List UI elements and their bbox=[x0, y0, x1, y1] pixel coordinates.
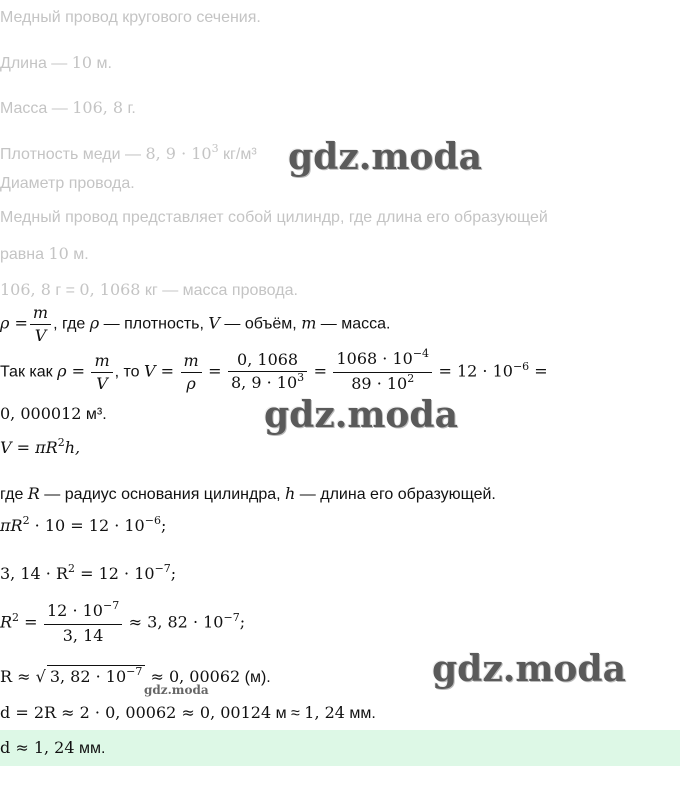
solution-line-diameter: d = 2R ≈ 2 · 0, 00062 ≈ 0, 00124 м ≈ 1, 24 мм. bbox=[0, 703, 376, 722]
watermark-logo-small: gdz.moda bbox=[144, 683, 209, 697]
solution-line-radius: R ≈ √ 3, $82 \cdot 10^{-7} \approx 0$, 00062 (м). bbox=[0, 665, 271, 690]
solution-line-density: ρ = $\frac{m}{V}$ , где ρ — плотность, V — объём, m — масса. bbox=[0, 303, 391, 345]
sqrt-expression: 3, $82 \cdot 10^{-7}$ bbox=[47, 665, 146, 690]
solution-line-2: равна 10 м. bbox=[0, 244, 89, 263]
given-line-4: Плотность меди — 8, $9 \cdot 10^3$ кг/м³ bbox=[0, 142, 257, 163]
answer-line: d ≈ 1, 24 мм. bbox=[0, 738, 106, 757]
given-line-3: Масса — 106, 8 г. bbox=[0, 98, 136, 117]
solution-line-eq1: $\pi R^2 \cdot 10 = 12 \cdot 10^{-6}$; bbox=[0, 514, 167, 535]
given-line-5: Диаметр провода. bbox=[0, 175, 135, 192]
solution-line-cylinder-formula: $V = \pi R^2h$, bbox=[0, 436, 81, 457]
solution-line-eq2: 3, $14 \cdot R^2 = 12 \cdot 10^{-7}$; bbox=[0, 562, 177, 583]
watermark-logo: gdz.moda bbox=[288, 136, 482, 178]
solution-line-volume: Так как ρ = $\frac{m}{V}$ , то V = $\frac{m}{\rho}$ = $\frac{0, 1068}{8, 9 \cdot 10^3}$ = $\frac{1068 \cdot 10^{-4}}{89 \cdot 10^2}$ = $12 \cdot 10^{-6}$ = bbox=[0, 347, 548, 393]
solution-line-volume-value: 0, 000012 м³. bbox=[0, 404, 107, 423]
watermark-logo: gdz.moda bbox=[264, 394, 458, 436]
watermark-logo: gdz.moda bbox=[432, 648, 626, 690]
solution-line-3: 106, 8 г = 0, 1068 кг — масса провода. bbox=[0, 280, 298, 299]
given-line-1: Медный провод кругового сечения. bbox=[0, 9, 261, 26]
solution-line-1: Медный провод представляет собой цилиндр, где длина его образующей bbox=[0, 209, 548, 226]
solution-line-where: где R — радиус основания цилиндра, h — длина его образующей. bbox=[0, 484, 496, 503]
solution-line-eq3: $R^2$ = $\frac{12 \cdot 10^{-7}}{3, 14}$ ≈ 3, $82 \cdot 10^{-7}$; bbox=[0, 599, 246, 645]
fraction-m-over-v: $\frac{m}{V}$ bbox=[30, 302, 51, 347]
given-line-2: Длина — 10 м. bbox=[0, 53, 112, 72]
